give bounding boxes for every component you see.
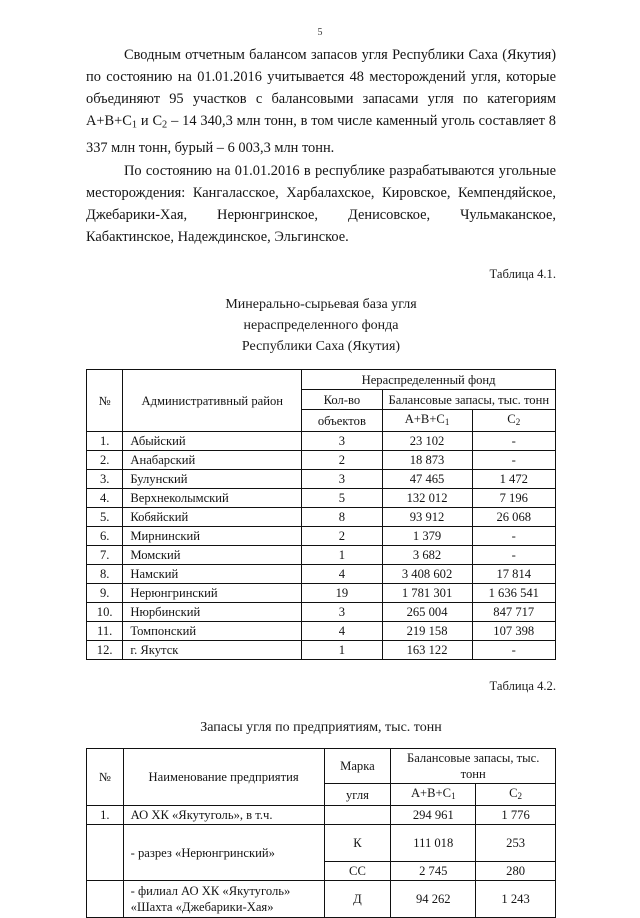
table-2-header-no: № (87, 749, 124, 806)
cell-enterprise-name: АО ХК «Якутуголь», в т.ч. (123, 806, 324, 825)
cell-region: г. Якутск (123, 641, 302, 660)
table-row (87, 451, 556, 470)
cell-c2: 847 717 (472, 603, 555, 622)
cell-mark (324, 806, 391, 825)
table-row (87, 527, 556, 546)
cell-c2: 253 (476, 825, 556, 862)
cell-no: 2. (87, 451, 123, 470)
cell-region: Томпонский (123, 622, 302, 641)
paragraph-coal-balance (86, 44, 556, 159)
table-1-header-abc1-sub: 1 (444, 417, 450, 428)
table-row (87, 565, 556, 584)
table-row (87, 508, 556, 527)
table-2-header-name: Наименование предприятия (123, 749, 324, 806)
cell-enterprise-name-line-1: - филиал АО ХК «Якутуголь» (130, 884, 291, 899)
cell-no: 7. (87, 546, 123, 565)
table-1-header-abc1 (382, 410, 472, 432)
cell-c2: - (472, 432, 555, 451)
cell-count: 2 (302, 527, 382, 546)
cell-no: 12. (87, 641, 123, 660)
table-1-title-line-1: Минерально-сырьевая база угля (225, 297, 417, 313)
cell-c2: 17 814 (472, 565, 555, 584)
table-1-header-region: Административный район (123, 370, 302, 432)
table-row (87, 622, 556, 641)
table-row (87, 470, 556, 489)
table-1-title-line-2: нераспределенного фонда (243, 318, 399, 334)
table-row (87, 546, 556, 565)
table-2-header-reserves: Балансовые запасы, тыс. тонн (391, 749, 556, 784)
cell-count: 8 (302, 508, 382, 527)
table-1-caption: Таблица 4.1. (489, 267, 556, 282)
cell-enterprise-name: - разрез «Нерюнгринский» (123, 825, 324, 881)
table-1-header-abc1-text: А+В+С (404, 412, 445, 427)
table-2-header-mark-line-1: Марка (324, 749, 391, 784)
table-2-header-c2-sub: 2 (517, 791, 523, 802)
cell-abc1: 93 912 (382, 508, 472, 527)
cell-abc1: 1 781 301 (382, 584, 472, 603)
cell-abc1: 18 873 (382, 451, 472, 470)
cell-abc1: 3 408 602 (382, 565, 472, 584)
cell-no: 1. (87, 806, 124, 825)
table-row (87, 432, 556, 451)
table-2-header-row-1 (87, 749, 556, 784)
cell-abc1: 3 682 (382, 546, 472, 565)
cell-no: 5. (87, 508, 123, 527)
cell-region: Намский (123, 565, 302, 584)
cell-mark: Д (324, 881, 391, 918)
cell-abc1: 132 012 (382, 489, 472, 508)
page-content (86, 44, 556, 918)
cell-no: 6. (87, 527, 123, 546)
cell-count: 1 (302, 546, 382, 565)
table-row (87, 806, 556, 825)
cell-region: Кобяйский (123, 508, 302, 527)
table-1-title (86, 294, 556, 357)
cell-abc1: 265 004 (382, 603, 472, 622)
paragraph-run: Сводным отчетным балансом запасов угля Республики Саха (Якутия) по состоянию на 01.01.2016 учитывается 48 месторождений угля, которые объединяют 95 участков с балансовыми запасами угля по категориям А+В+С (86, 47, 556, 130)
cell-region: Момский (123, 546, 302, 565)
table-enterprise-reserves (86, 748, 556, 918)
cell-abc1: 294 961 (391, 806, 476, 825)
cell-no (87, 881, 124, 918)
cell-c2: - (472, 546, 555, 565)
table-1-header-c2 (472, 410, 555, 432)
cell-count: 2 (302, 451, 382, 470)
cell-no: 10. (87, 603, 123, 622)
cell-c2: 26 068 (472, 508, 555, 527)
cell-count: 4 (302, 565, 382, 584)
table-1-header-reserves: Балансовые запасы, тыс. тонн (382, 390, 555, 410)
cell-no (87, 825, 124, 881)
cell-enterprise-name-line-2: «Шахта «Джебарики-Хая» (130, 900, 274, 915)
table-2-header-c2-text: С (509, 786, 518, 801)
table-row (87, 881, 556, 918)
cell-abc1: 94 262 (391, 881, 476, 918)
cell-count: 3 (302, 432, 382, 451)
paragraph-run: и С (137, 113, 163, 130)
cell-c2: - (472, 527, 555, 546)
cell-no: 1. (87, 432, 123, 451)
cell-mark: К (324, 825, 391, 862)
cell-no: 3. (87, 470, 123, 489)
cell-abc1: 23 102 (382, 432, 472, 451)
cell-count: 3 (302, 470, 382, 489)
table-row (87, 641, 556, 660)
cell-region: Анабарский (123, 451, 302, 470)
table-2-header-abc1-sub: 1 (451, 791, 456, 802)
cell-no: 11. (87, 622, 123, 641)
table-2-header-mark-line-2: угля (324, 784, 391, 806)
subscript-2: 2 (162, 119, 168, 131)
table-1-header-count-line-2: объектов (302, 410, 382, 432)
table-1-header-count-line-1: Кол-во (302, 390, 382, 410)
cell-c2: 1 776 (476, 806, 556, 825)
cell-c2: 280 (476, 862, 556, 881)
cell-c2: - (472, 451, 555, 470)
cell-no: 4. (87, 489, 123, 508)
paragraph-run: – 14 340,3 млн тонн, в том числе каменный уголь составляет 8 337 млн тонн, бурый – 6 003,3 млн тонн. (86, 113, 557, 156)
table-row (87, 825, 556, 862)
table-row (87, 584, 556, 603)
cell-count: 19 (302, 584, 382, 603)
cell-c2: - (472, 641, 555, 660)
cell-mark: СС (324, 862, 391, 881)
cell-c2: 1 636 541 (472, 584, 555, 603)
cell-region: Верхнеколымский (123, 489, 302, 508)
table-row (87, 603, 556, 622)
cell-enterprise-name (123, 881, 324, 918)
table-1-header-no: № (87, 370, 123, 432)
cell-abc1: 47 465 (382, 470, 472, 489)
cell-abc1: 2 745 (391, 862, 476, 881)
table-2-header-c2 (476, 784, 556, 806)
table-1-title-line-3: Республики Саха (Якутия) (241, 339, 401, 355)
cell-abc1: 219 158 (382, 622, 472, 641)
table-1-header-c2-sub: 2 (515, 417, 521, 428)
table-1-header-c2-text: С (507, 412, 516, 427)
cell-count: 3 (302, 603, 382, 622)
cell-region: Нерюнгринский (123, 584, 302, 603)
table-1-header-group: Нераспределенный фонд (302, 370, 556, 390)
table-2-title: Запасы угля по предприятиям, тыс. тонн (200, 720, 442, 736)
cell-count: 1 (302, 641, 382, 660)
cell-region: Булунский (123, 470, 302, 489)
cell-count: 4 (302, 622, 382, 641)
cell-region: Мирнинский (123, 527, 302, 546)
cell-region: Нюрбинский (123, 603, 302, 622)
cell-abc1: 163 122 (382, 641, 472, 660)
table-2-header-abc1 (391, 784, 476, 806)
table-mineral-base (86, 369, 556, 660)
paragraph-deposits: По состоянию на 01.01.2016 в республике разрабатываются угольные месторождения: Кангаласское, Харбалахское, Кировское, Кемпендяйское, Джебарики-Хая, Нерюнгринское, Денисовское, Чульмаканское, Кабактинское, Надеждинское, Эльгинское. (86, 162, 556, 246)
page-number: 5 (317, 27, 323, 38)
cell-c2: 107 398 (472, 622, 555, 641)
cell-c2: 7 196 (472, 489, 555, 508)
table-2-header-abc1-text: А+В+С (410, 786, 452, 801)
subscript-1: 1 (131, 119, 138, 131)
table-1-header-row-1 (87, 370, 556, 390)
table-row (87, 489, 556, 508)
cell-abc1: 111 018 (391, 825, 476, 862)
cell-no: 9. (87, 584, 123, 603)
cell-region: Абыйский (123, 432, 302, 451)
cell-c2: 1 243 (476, 881, 556, 918)
cell-c2: 1 472 (472, 470, 555, 489)
cell-no: 8. (87, 565, 123, 584)
table-2-caption: Таблица 4.2. (489, 679, 556, 694)
cell-count: 5 (302, 489, 382, 508)
cell-abc1: 1 379 (382, 527, 472, 546)
